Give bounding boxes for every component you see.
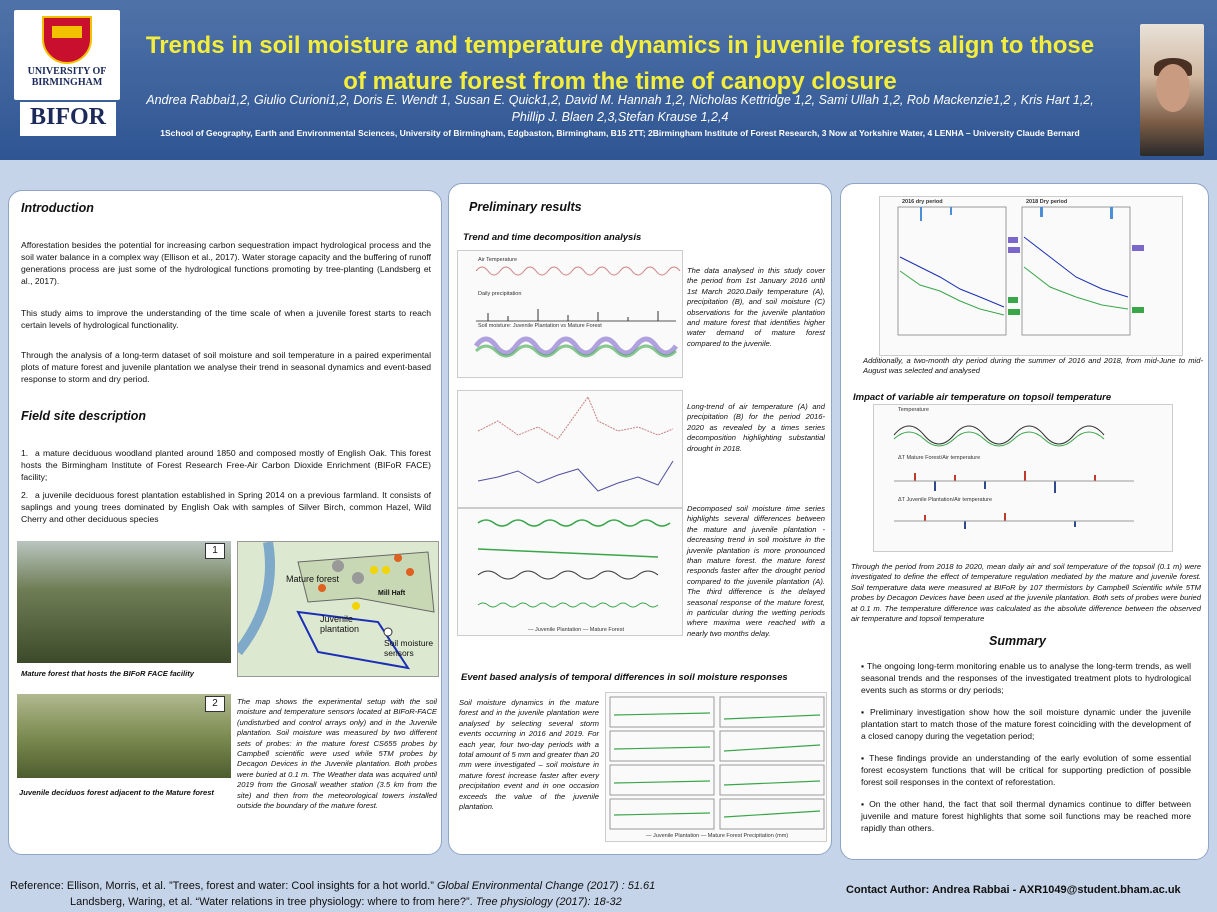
authors	[130, 92, 1110, 126]
chart-label-soil: Soil moisture: Juvenile Plantation vs Mature Forest	[478, 323, 602, 329]
author-photo	[1140, 24, 1204, 156]
map-label-mill: Mill Haft	[378, 590, 406, 597]
summary-item-3: ▪ These findings provide an understanding of the early evolution of some essential forest ecosystem functions that will be critical for supporting prediction of possible forest soil responses in the context of reforestation.	[861, 753, 1191, 787]
affiliations: 1School of Geography, Earth and Environmental Sciences, University of Birmingham, Edgbaston, Birmingham, B15 2TT; 2Birmingham Institute of Forest Research, 3 Now at Yorkshire Water, 4 LENHA – University Claude Bernard	[160, 128, 1080, 138]
temperature-text: Through the period from 2018 to 2020, mean daily air and soil temperature of the topsoil (0.1 m) were investigated to define the effect of temperature regulation mediated by the mature and juvenile forest. Soil temperature data were measured at BIFoR by 107 thermistors by Campbell Scientific while 5TM probes by Decagon Devices have been used at the juvenile plantation. Both sets of probes were buried at 0.1 m. The temperature difference was calculated as the absolute difference between the observed air temperature and topsoil temperature	[851, 562, 1201, 624]
chart-label-precip: Daily precipitation	[478, 291, 522, 297]
title-line-2: of mature forest from the time of canopy closure	[343, 68, 897, 95]
trend-text-3: Decomposed soil moisture time series highlights several differences between the mature and juvenile plantation - decreasing trend in soil moisture in the juvenile plantation is more pronounced than mature forest. the mature forest responds faster after the drought period compared to the juvenile plantation (A). The third difference is the delayed seasonal response of the mature forest, in particular during the wetting periods where maxima were reached with a nearly two months delay.	[687, 504, 825, 638]
temperature-subheading: Impact of variable air temperature on topsoil temperature	[853, 392, 1112, 403]
caption-mature: Mature forest that hosts the BIFoR FACE facility	[21, 669, 194, 678]
chart-label-air: Air Temperature	[478, 257, 518, 263]
shield-icon	[42, 16, 92, 64]
university-name: UNIVERSITY OF BIRMINGHAM	[27, 66, 107, 88]
temp-label-a: Temperature	[898, 407, 929, 413]
trend-text-2: Long-trend of air temperature (A) and precipitation (B) for the period 2016-2020 as revealed by a times series decomposition highlighting substantial drought in 2018.	[687, 402, 825, 453]
summary-item-4: ▪ On the other hand, the fact that soil thermal dynamics continue to differ between juvenile and mature forest highlights that some soil functions may be reached more rapidly than others.	[861, 799, 1191, 833]
chart-event-panels	[605, 692, 827, 842]
authors-line-1: Andrea Rabbai1,2, Giulio Curioni1,2, Doris E. Wendt 1, Susan E. Quick1,2, David M. Hannah 1,2, Nicholas Kettridge 1,2, Sami Ullah 1,2, Rob Mackenzie1,2 , Kris Hart 1,2,	[146, 93, 1094, 107]
trend-subheading: Trend and time decomposition analysis	[463, 232, 642, 243]
right-panel	[840, 183, 1209, 860]
juvenile-forest-photo	[17, 694, 231, 778]
summary-item-2: ▪ Preliminary investigation show how the soil moisture dynamic under the juvenile plantation start to match those of the mature forest coinciding with the development of a closed canopy during the vegetation period;	[861, 707, 1191, 741]
mature-forest-photo	[17, 541, 231, 663]
reference-2: Landsberg, Waring, et al. “Water relations in tree physiology: where to from here?”. Tree physiology (2017): 18-32	[70, 896, 622, 908]
intro-paragraph-3: Through the analysis of a long-term dataset of soil moisture and soil temperature in a paired experimental plots of mature forest and juvenile plantation we analyse their trend in seasonal dynamics and event-based response to storm and dry period.	[21, 350, 431, 384]
field-item-2: 2. a juvenile deciduous forest plantation established in Spring 2014 on a previous farmland. It consists of saplings and young trees dominated by English Oak with samples of Silver Birch, common Hazel, Wild Cherry and other deciduous species	[21, 490, 431, 524]
poster-header	[0, 0, 1217, 160]
contact-author: Contact Author: Andrea Rabbai - AXR1049@student.bham.ac.uk	[846, 884, 1181, 896]
temp-label-c: ΔT Juvenile Plantation/Air temperature	[898, 497, 993, 503]
intro-paragraph-1: Afforestation besides the potential for increasing carbon sequestration impact hydrological process and the soil water balance in a complex way (Ellison et al., 2017). Water storage capacity and the buffering of runoff generations process are just some of the hydrological functions promoting by tree-planting (Landsberg et al., 2017).	[21, 240, 431, 286]
bifor-logo: BIFOR	[20, 102, 116, 136]
reference-1: Reference: Ellison, Morris, et al. ”Trees, forest and water: Cool insights for a hot world.” Global Environmental Change (2017) : 51.61	[10, 880, 656, 892]
field-item-1: 1. a mature deciduous woodland planted around 1850 and composed mostly of English Oak. This forest hosts the Birmingham Institute of Forest Research Free-Air Carbon Dioxide Enrichment (BIFoR FACE) facility;	[21, 448, 431, 482]
chart-dry-periods	[879, 196, 1183, 356]
caption-juvenile: Juvenile deciduos forest adjacent to the Mature forest	[19, 788, 214, 797]
title-line-1: Trends in soil moisture and temperature dynamics in juvenile forests align to those	[145, 32, 1095, 59]
map-description: The map shows the experimental setup with the soil moisture and temperature sensors located at BIFoR-FACE (undisturbed and control arrays only) and in the Juvenile plantation. Soil moisture was measured by two different sets of probes: in the mature forest CS655 probes by Campbell scientific were used while 5TM probes by Decagon Devices in the Juvenile plantation. Both probes were buried at 0.1 m. The Weather data was acquired until 2019 from the Gnosall weather station (3.5 km from the site) and then from the meteorological towers installed outside the boundary of the mature forest.	[237, 697, 437, 811]
chart-soil-decomposition	[457, 508, 683, 636]
event-text: Soil moisture dynamics in the mature forest and in the juvenile plantation were analysed by selecting several storm events occurring in 2016 and 2019. For each year, four two-day periods with a total amount of 5 mm and greater than 20 mm were investigated – soil moisture in mature forest increase faster after every precipitation event and in one occasion exceeds the value of the juvenile plantation.	[459, 698, 599, 812]
authors-line-2: Phillip J. Blaen 2,3,Stefan Krause 1,2,4	[511, 110, 729, 124]
temp-label-b: ΔT Mature Forest/Air temperature	[898, 455, 981, 461]
field-heading: Field site description	[21, 409, 147, 423]
photo-number-1: 1	[205, 543, 225, 559]
summary-item-1: ▪ The ongoing long-term monitoring enable us to analyse the long-term trends, as well seasonal trends and the responses of the investigated treatment plots to hydrological events such as storms or dry periods;	[861, 661, 1191, 695]
chart-temperature	[873, 404, 1173, 552]
event-subheading: Event based analysis of temporal differences in soil moisture responses	[461, 672, 788, 683]
photo-number-2: 2	[205, 696, 225, 712]
dry-period-text: Additionally, a two-month dry period during the summer of 2016 and 2018, from mid-June to mid-August was selected and analysed	[863, 356, 1203, 376]
university-logo	[14, 10, 120, 100]
chart-decomposition	[457, 390, 683, 508]
results-heading: Preliminary results	[469, 200, 582, 214]
chart-legend-events: — Juvenile Plantation — Mature Forest Precipitation (mm)	[646, 833, 789, 839]
map-label-sensors: Soil moisture sensors	[384, 638, 434, 658]
dry-label-2018: 2018 Dry period	[1026, 199, 1068, 205]
summary-list	[861, 660, 1191, 844]
references	[10, 878, 655, 910]
middle-panel	[448, 183, 832, 855]
trend-text-1: The data analysed in this study cover the period from 1st January 2016 until 1st March 2020.Daily temperature (A), precipitation (B), and soil moisture (C) observations for the juvenile plantation and mature forest that identifies higher water demand of mature forest compared to the juvenile.	[687, 266, 825, 348]
intro-heading: Introduction	[21, 201, 94, 215]
poster-title	[140, 28, 1100, 100]
dry-label-2016: 2016 dry period	[902, 199, 943, 205]
chart-daily-series	[457, 250, 683, 378]
intro-paragraph-2: This study aims to improve the understanding of the time scale of when a juvenile forest starts to reach certain levels of hydrological functionality.	[21, 308, 431, 330]
map-label-mature: Mature forest	[286, 574, 340, 584]
map-label-juvenile: Juvenile plantation	[320, 614, 360, 634]
site-map	[237, 541, 439, 677]
chart-legend-soil: — Juvenile Plantation — Mature Forest	[528, 627, 624, 633]
summary-heading: Summary	[989, 634, 1046, 648]
left-panel	[8, 190, 442, 855]
